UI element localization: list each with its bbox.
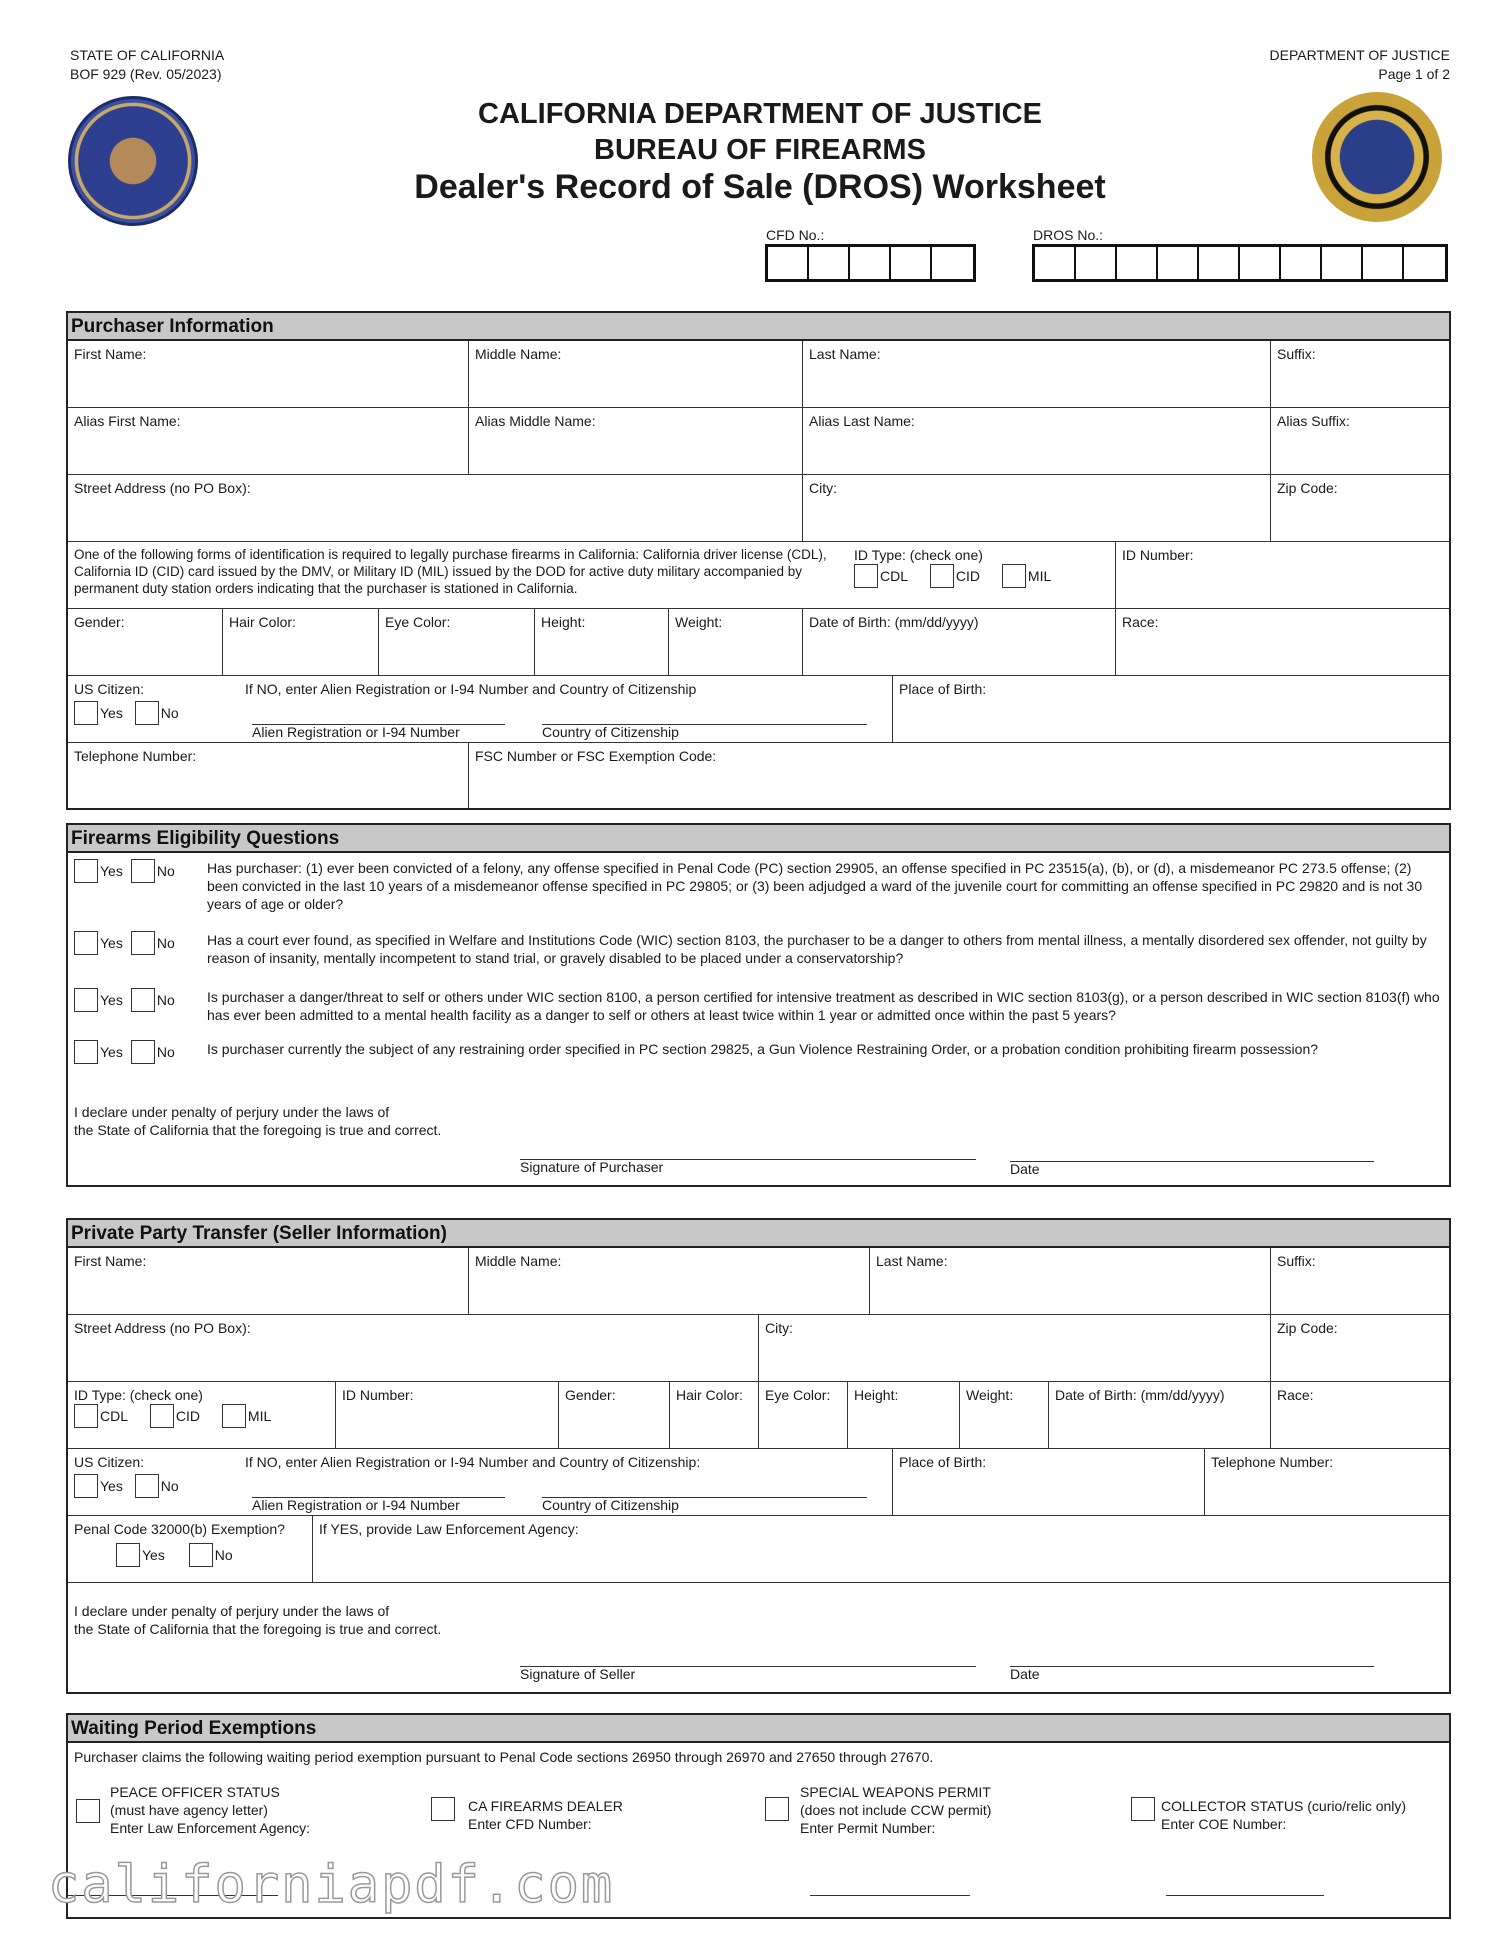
department-label: DEPARTMENT OF JUSTICE — [1269, 47, 1450, 63]
label: Street Address (no PO Box): — [74, 1320, 251, 1336]
label: Eye Color: — [765, 1387, 831, 1403]
purchaser-dob-field[interactable] — [803, 609, 1116, 675]
label: PEACE OFFICER STATUS — [110, 1784, 280, 1800]
label: SPECIAL WEAPONS PERMIT — [800, 1784, 991, 1800]
alien-number-label: Alien Registration or I-94 Number — [252, 1497, 460, 1513]
label: ID Number: — [1122, 547, 1194, 563]
label: No — [160, 1478, 179, 1494]
cdl-checkbox[interactable] — [854, 564, 878, 588]
label: Zip Code: — [1277, 1320, 1338, 1336]
label: Alias Middle Name: — [475, 413, 596, 429]
label: No — [156, 992, 175, 1008]
label: Enter Law Enforcement Agency: — [110, 1820, 310, 1836]
seller-us-citizen-no-checkbox[interactable] — [135, 1474, 159, 1498]
seller-signature-label: Signature of Seller — [520, 1666, 636, 1682]
purchaser-height-field[interactable] — [535, 609, 669, 675]
eligibility-question — [68, 982, 1449, 1034]
seller-last-name-field[interactable] — [870, 1248, 1271, 1314]
label: Suffix: — [1277, 346, 1316, 362]
label: Date of Birth: (mm/dd/yyyy) — [809, 614, 979, 630]
waiting-intro: Purchaser claims the following waiting period exemption pursuant to Penal Code sections 26950 through 26970 and 27650 through 27670. — [74, 1749, 934, 1765]
purchaser-heading: Purchaser Information — [68, 313, 1449, 341]
question-text: Is purchaser currently the subject of any restraining order specified in PC section 29825, a Gun Violence Restraining Order, or a probation condition prohibiting firearm possession? — [207, 1041, 1319, 1057]
state-label: STATE OF CALIFORNIA — [70, 47, 225, 63]
seller-suffix-field[interactable] — [1271, 1248, 1449, 1314]
label: Yes — [100, 1044, 123, 1060]
us-citizen-yes-checkbox[interactable] — [74, 701, 98, 725]
label: Suffix: — [1277, 1253, 1316, 1269]
seller-us-citizen-yes-checkbox[interactable] — [74, 1474, 98, 1498]
mil-checkbox[interactable] — [1002, 564, 1026, 588]
q4-no-checkbox[interactable] — [131, 1040, 155, 1064]
label: Place of Birth: — [899, 1454, 987, 1470]
label: Alias Last Name: — [809, 413, 915, 429]
purchaser-phone-field[interactable] — [68, 743, 469, 808]
seller-zip-field[interactable] — [1271, 1315, 1449, 1381]
special-weapons-checkbox[interactable] — [765, 1797, 789, 1821]
seller-phone-field[interactable] — [1205, 1449, 1449, 1515]
seller-declaration — [74, 1602, 441, 1638]
eligibility-question — [68, 925, 1449, 982]
header-right — [1270, 46, 1450, 84]
declaration-line: the State of California that the foregoing is true and correct. — [74, 1621, 442, 1637]
seller-height-field[interactable] — [848, 1382, 960, 1448]
label: US Citizen: — [74, 1454, 145, 1470]
q2-yes-checkbox[interactable] — [74, 931, 98, 955]
label: Eye Color: — [385, 614, 451, 630]
purchaser-street-field[interactable] — [68, 475, 803, 541]
seller-pob-field[interactable] — [893, 1449, 1205, 1515]
eligibility-question — [68, 853, 1449, 925]
label: Enter CFD Number: — [468, 1816, 592, 1832]
seller-street-field[interactable] — [68, 1315, 759, 1381]
dros-number-boxes[interactable] — [1032, 244, 1448, 282]
pc-exemption — [68, 1516, 313, 1582]
label: Yes — [100, 1478, 123, 1494]
title-form: Dealer's Record of Sale (DROS) Worksheet — [414, 168, 1106, 206]
seller-city-field[interactable] — [759, 1315, 1271, 1381]
label: Date of Birth: (mm/dd/yyyy) — [1055, 1387, 1225, 1403]
label: Telephone Number: — [1211, 1454, 1334, 1470]
label: Yes — [100, 992, 123, 1008]
label: MIL — [1027, 568, 1052, 584]
seller-weight-field[interactable] — [960, 1382, 1049, 1448]
label: Height: — [541, 614, 586, 630]
seller-eye-field[interactable] — [759, 1382, 848, 1448]
alias-suffix-field[interactable] — [1271, 408, 1449, 474]
label: CID — [955, 568, 981, 584]
label: (does not include CCW permit) — [800, 1802, 992, 1818]
label: CA FIREARMS DEALER — [468, 1798, 623, 1814]
label: MIL — [247, 1408, 272, 1424]
q3-no-checkbox[interactable] — [131, 988, 155, 1012]
seller-first-name-field[interactable] — [68, 1248, 469, 1314]
label: City: — [765, 1320, 793, 1336]
seller-section — [66, 1218, 1451, 1694]
label: First Name: — [74, 346, 147, 362]
label: Middle Name: — [475, 1253, 562, 1269]
label: CDL — [100, 1408, 129, 1424]
coe-number-line[interactable] — [1166, 1895, 1324, 1896]
seller-cdl-checkbox[interactable] — [74, 1404, 98, 1428]
label: Yes — [100, 863, 123, 879]
q2-no-checkbox[interactable] — [131, 931, 155, 955]
purchaser-eye-field[interactable] — [379, 609, 535, 675]
label: COLLECTOR STATUS (curio/relic only) — [1161, 1798, 1407, 1814]
ca-dealer-checkbox[interactable] — [431, 1797, 455, 1821]
purchaser-section — [66, 311, 1451, 810]
pc-exempt-no-checkbox[interactable] — [189, 1543, 213, 1567]
question-text: Is purchaser a danger/threat to self or others under WIC section 8100, a person certified for intensive treatment as described in WIC section 8103(g), or a person described in WIC section 8103(f) who has ever been admitted to a mental health facility as a danger to self or others at least twice within 1 year or admitted once within the past 5 years? — [207, 989, 1440, 1023]
country-label: Country of Citizenship — [542, 1497, 679, 1513]
label: Telephone Number: — [74, 748, 197, 764]
seller-citizenship — [68, 1449, 893, 1515]
purchaser-suffix-field[interactable] — [1271, 341, 1449, 407]
seller-heading: Private Party Transfer (Seller Information) — [68, 1220, 1449, 1248]
alien-prompt: If NO, enter Alien Registration or I-94 Number and Country of Citizenship: — [245, 1454, 701, 1470]
question-text: Has purchaser: (1) ever been convicted of a felony, any offense specified in Penal Code (PC) section 29905, an offense specified in PC 23515(a), (b), or (d), a misdemeanor PC 273.5 offense; (2) been convicted in the last 10 years of a misdemeanor offense specified in PC 29805; or (3) been adjudged a ward of the juvenile court for committing an offense specified in PC 29820 and is not 30 years of age or older? — [207, 860, 1423, 912]
label: No — [156, 935, 175, 951]
alias-first-name-field[interactable] — [68, 408, 469, 474]
label: Race: — [1277, 1387, 1314, 1403]
purchaser-first-name-field[interactable] — [68, 341, 469, 407]
purchaser-date-label: Date — [1010, 1161, 1040, 1177]
purchaser-weight-field[interactable] — [669, 609, 803, 675]
attorney-general-seal-icon — [1312, 92, 1442, 222]
label: Place of Birth: — [899, 681, 987, 697]
label: Yes — [100, 935, 123, 951]
seller-race-field[interactable] — [1271, 1382, 1449, 1448]
peace-officer-checkbox[interactable] — [76, 1799, 100, 1823]
special-weapons-option — [800, 1783, 991, 1837]
purchaser-hair-field[interactable] — [223, 609, 379, 675]
header-left — [70, 46, 224, 84]
label: Zip Code: — [1277, 480, 1338, 496]
purchaser-date-line[interactable] — [1010, 1161, 1374, 1162]
seller-date-line[interactable] — [1010, 1666, 1374, 1667]
label: Hair Color: — [229, 614, 296, 630]
form-id: BOF 929 (Rev. 05/2023) — [70, 66, 222, 82]
alias-last-name-field[interactable] — [803, 408, 1271, 474]
waiting-heading: Waiting Period Exemptions — [68, 1715, 1449, 1743]
q1-yes-checkbox[interactable] — [74, 859, 98, 883]
label: Weight: — [966, 1387, 1014, 1403]
seller-mil-checkbox[interactable] — [222, 1404, 246, 1428]
seller-id-number-field[interactable] — [336, 1382, 559, 1448]
label: Yes — [100, 705, 123, 721]
question-text: Has a court ever found, as specified in Welfare and Institutions Code (WIC) section 8103, the purchaser to be a danger to others from mental illness, a mentally disordered sex offender, not guilty by reason of insanity, mentally incompetent to stand trial, or gravely disabled to be placed under a conservatorship? — [207, 932, 1427, 966]
title-bureau: BUREAU OF FIREARMS — [594, 134, 926, 166]
purchaser-last-name-field[interactable] — [803, 341, 1271, 407]
declaration-line: I declare under penalty of perjury under the laws of — [74, 1104, 390, 1120]
label: CID — [175, 1408, 201, 1424]
bureau-of-firearms-seal-icon — [68, 96, 198, 226]
permit-number-line[interactable] — [810, 1895, 970, 1896]
label: No — [156, 1044, 175, 1060]
ca-dealer-option — [468, 1797, 623, 1833]
seller-cid-checkbox[interactable] — [150, 1404, 174, 1428]
label: Yes — [142, 1547, 165, 1563]
purchaser-id-number-field[interactable] — [1116, 542, 1449, 608]
cfd-number-boxes[interactable] — [765, 244, 976, 282]
peace-officer-option — [110, 1783, 310, 1837]
label: City: — [809, 480, 837, 496]
eligibility-section — [66, 823, 1451, 1187]
alien-number-label: Alien Registration or I-94 Number — [252, 724, 460, 740]
label: US Citizen: — [74, 681, 145, 697]
cfd-label: CFD No.: — [766, 227, 825, 243]
label: Enter COE Number: — [1161, 1816, 1287, 1832]
watermark: californiapdf.com — [48, 1855, 615, 1915]
page-number: Page 1 of 2 — [1378, 66, 1450, 82]
label: No — [214, 1547, 233, 1563]
le-agency-field[interactable] — [313, 1516, 1449, 1582]
label: First Name: — [74, 1253, 147, 1269]
label: ID Type: (check one) — [854, 547, 983, 563]
seller-middle-name-field[interactable] — [469, 1248, 870, 1314]
seller-date-label: Date — [1010, 1666, 1040, 1682]
seller-id-type — [68, 1382, 336, 1448]
country-label: Country of Citizenship — [542, 724, 679, 740]
q1-no-checkbox[interactable] — [131, 859, 155, 883]
label: FSC Number or FSC Exemption Code: — [475, 748, 717, 764]
cid-checkbox[interactable] — [930, 564, 954, 588]
purchaser-citizenship — [68, 676, 893, 742]
label: No — [160, 705, 179, 721]
pc-exempt-yes-checkbox[interactable] — [116, 1543, 140, 1567]
seller-gender-field[interactable] — [559, 1382, 670, 1448]
label: Alias First Name: — [74, 413, 181, 429]
collector-option — [1161, 1797, 1406, 1833]
label: Gender: — [565, 1387, 616, 1403]
q3-yes-checkbox[interactable] — [74, 988, 98, 1012]
purchaser-race-field[interactable] — [1116, 609, 1449, 675]
declaration-line: I declare under penalty of perjury under the laws of — [74, 1603, 390, 1619]
purchaser-fsc-field[interactable] — [469, 743, 1449, 808]
label: Street Address (no PO Box): — [74, 480, 251, 496]
purchaser-gender-field[interactable] — [68, 609, 223, 675]
label: Weight: — [675, 614, 723, 630]
id-notice: One of the following forms of identification is required to legally purchase firearms in California: California driver license (CDL), California ID (CID) card issued by the DMV, or Military ID (MIL) issued by the DOD for active duty military accompanied by permanent duty station orders indicating that the purchaser is stationed in California. — [74, 547, 827, 596]
eligibility-question — [68, 1034, 1449, 1084]
declaration-line: the State of California that the foregoing is true and correct. — [74, 1122, 442, 1138]
purchaser-middle-name-field[interactable] — [469, 341, 803, 407]
label: (must have agency letter) — [110, 1802, 268, 1818]
label: Penal Code 32000(b) Exemption? — [74, 1521, 285, 1537]
q4-yes-checkbox[interactable] — [74, 1040, 98, 1064]
title-agency: CALIFORNIA DEPARTMENT OF JUSTICE — [478, 98, 1042, 130]
label: Gender: — [74, 614, 125, 630]
label: If YES, provide Law Enforcement Agency: — [319, 1521, 579, 1537]
seller-hair-field[interactable] — [670, 1382, 759, 1448]
purchaser-pob-field[interactable] — [893, 676, 1449, 742]
label: ID Number: — [342, 1387, 414, 1403]
label: Enter Permit Number: — [800, 1820, 936, 1836]
alien-prompt: If NO, enter Alien Registration or I-94 Number and Country of Citizenship — [245, 681, 697, 697]
purchaser-signature-label: Signature of Purchaser — [520, 1159, 664, 1175]
label: Last Name: — [876, 1253, 948, 1269]
label: Hair Color: — [676, 1387, 743, 1403]
purchaser-declaration — [74, 1103, 441, 1139]
alias-middle-name-field[interactable] — [469, 408, 803, 474]
label: Last Name: — [809, 346, 881, 362]
label: Race: — [1122, 614, 1159, 630]
eligibility-heading: Firearms Eligibility Questions — [68, 825, 1449, 853]
purchaser-zip-field[interactable] — [1271, 475, 1449, 541]
label: No — [156, 863, 175, 879]
label: Middle Name: — [475, 346, 562, 362]
seller-dob-field[interactable] — [1049, 1382, 1271, 1448]
label: CDL — [880, 568, 909, 584]
dros-label: DROS No.: — [1033, 227, 1104, 243]
us-citizen-no-checkbox[interactable] — [135, 701, 159, 725]
label: ID Type: (check one) — [74, 1387, 203, 1403]
purchaser-city-field[interactable] — [803, 475, 1271, 541]
purchaser-id-type — [848, 542, 1116, 608]
label: Height: — [854, 1387, 899, 1403]
label: Alias Suffix: — [1277, 413, 1350, 429]
collector-checkbox[interactable] — [1131, 1797, 1155, 1821]
